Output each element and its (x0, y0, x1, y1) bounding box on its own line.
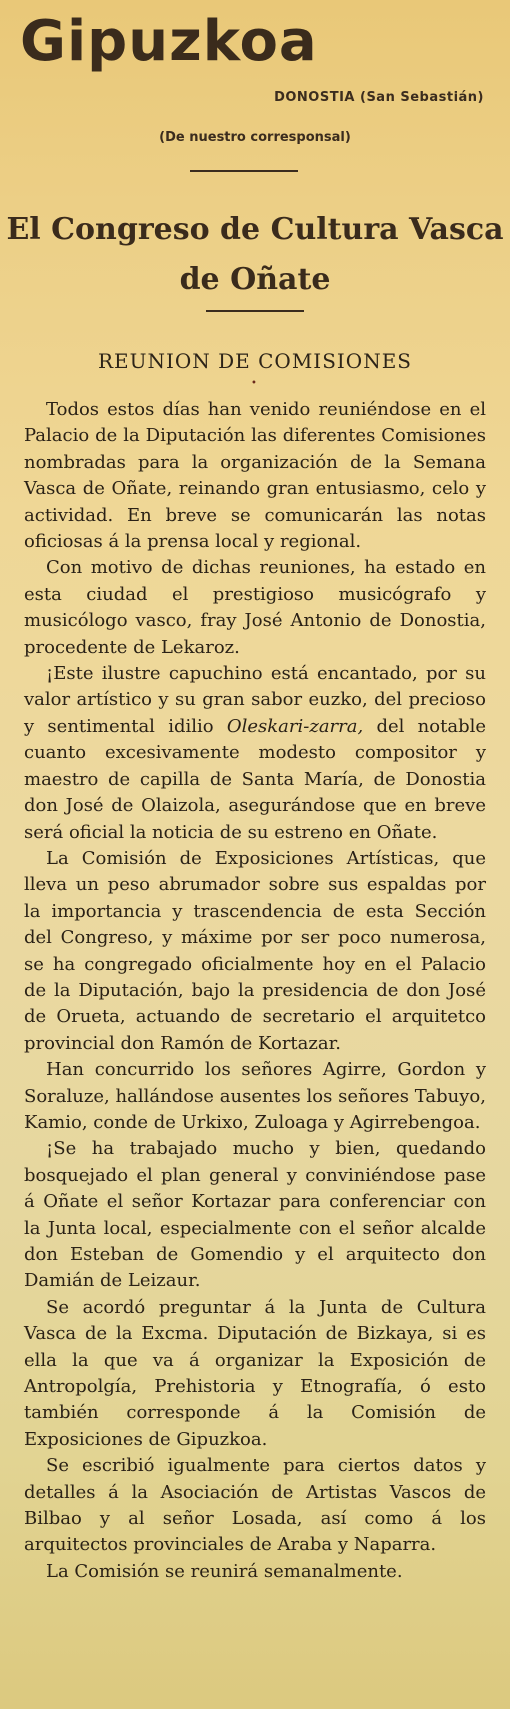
dateline: DONOSTIA (San Sebastián) (274, 90, 484, 105)
paragraph: ¡Se ha trabajado mucho y bien, quedando bosquejado el plan general y conviniéndose pase á Oñate el señor Kortazar para conferenciar con la Junta local, especialmente con el señor alcalde don Esteban de Gomendio y el arquitecto don Damián de Leizaur. (24, 1138, 486, 1292)
paragraph: Se acordó preguntar á la Junta de Cultura Vasca de la Excma. Diputación de Bizkaya, si es ella la que va á organizar la Exposición de Antropolgía, Prehistoria y Etnografía, ó esto también corresponde á la Comisión de Exposiciones de Gipuzkoa. (24, 1296, 486, 1450)
paragraph: Se escribió igualmente para ciertos datos y detalles á la Asociación de Artistas Vascos de Bilbao y al señor Losada, así como á los arquitectos provinciales de Araba y Naparra. (24, 1455, 486, 1556)
section-bullet: • (251, 378, 257, 389)
paragraph-text: ¡Este ilustre capuchino está encantado, por su valor artístico y su gran sabor euzko, del precioso y sentimental idilio (24, 663, 486, 737)
work-title: Oleskari-zarra, (226, 715, 364, 737)
paragraph-text: del notable cuanto excesivamente modesto compositor y maestro de capilla de Santa María, de Donostia don José de Olaizola, asegurándose que en breve será oficial la noticia de su estreno en Oñate. (24, 715, 486, 843)
article-body (24, 397, 486, 1585)
headline (0, 205, 510, 305)
divider-rule (190, 170, 298, 172)
headline-line-1: El Congreso de Cultura Vasca (6, 212, 504, 247)
correspondent-note: (De nuestro corresponsal) (159, 130, 351, 145)
section-title: REUNION DE COMISIONES (97, 349, 413, 373)
paragraph: Todos estos días han venido reuniéndose en el Palacio de la Diputación las diferentes Comisiones nombradas para la organización de la Semana Vasca de Oñate, reinando gran entusiasmo, celo y actividad. En breve se comunicarán las notas oficiosas á la prensa local y regional. (24, 399, 486, 553)
paragraph: La Comisión se reunirá semanalmente. (46, 1560, 403, 1582)
paragraph (24, 661, 486, 846)
headline-line-2: de Oñate (179, 262, 331, 297)
masthead: Gipuzkoa (20, 9, 318, 74)
paragraph: La Comisión de Exposiciones Artísticas, que lleva un peso abrumador sobre sus espaldas por la importancia y trascendencia de esta Sección del Congreso, y máxime por ser poco numerosa, se ha congregado oficialmente hoy en el Palacio de la Diputación, bajo la presidencia de don José de Orueta, actuando de secretario el arquitetco provincial don Ramón de Kortazar. (24, 847, 486, 1054)
paragraph: Han concurrido los señores Agirre, Gordon y Soraluze, hallándose ausentes los señores Tabuyo, Kamio, conde de Urkixo, Zuloaga y Agirrebengoa. (24, 1059, 486, 1133)
headline-rule (206, 310, 304, 312)
paragraph: Con motivo de dichas reuniones, ha estado en esta ciudad el prestigioso musicógrafo y musicólogo vasco, fray José Antonio de Donostia, procedente de Lekaroz. (24, 557, 486, 658)
